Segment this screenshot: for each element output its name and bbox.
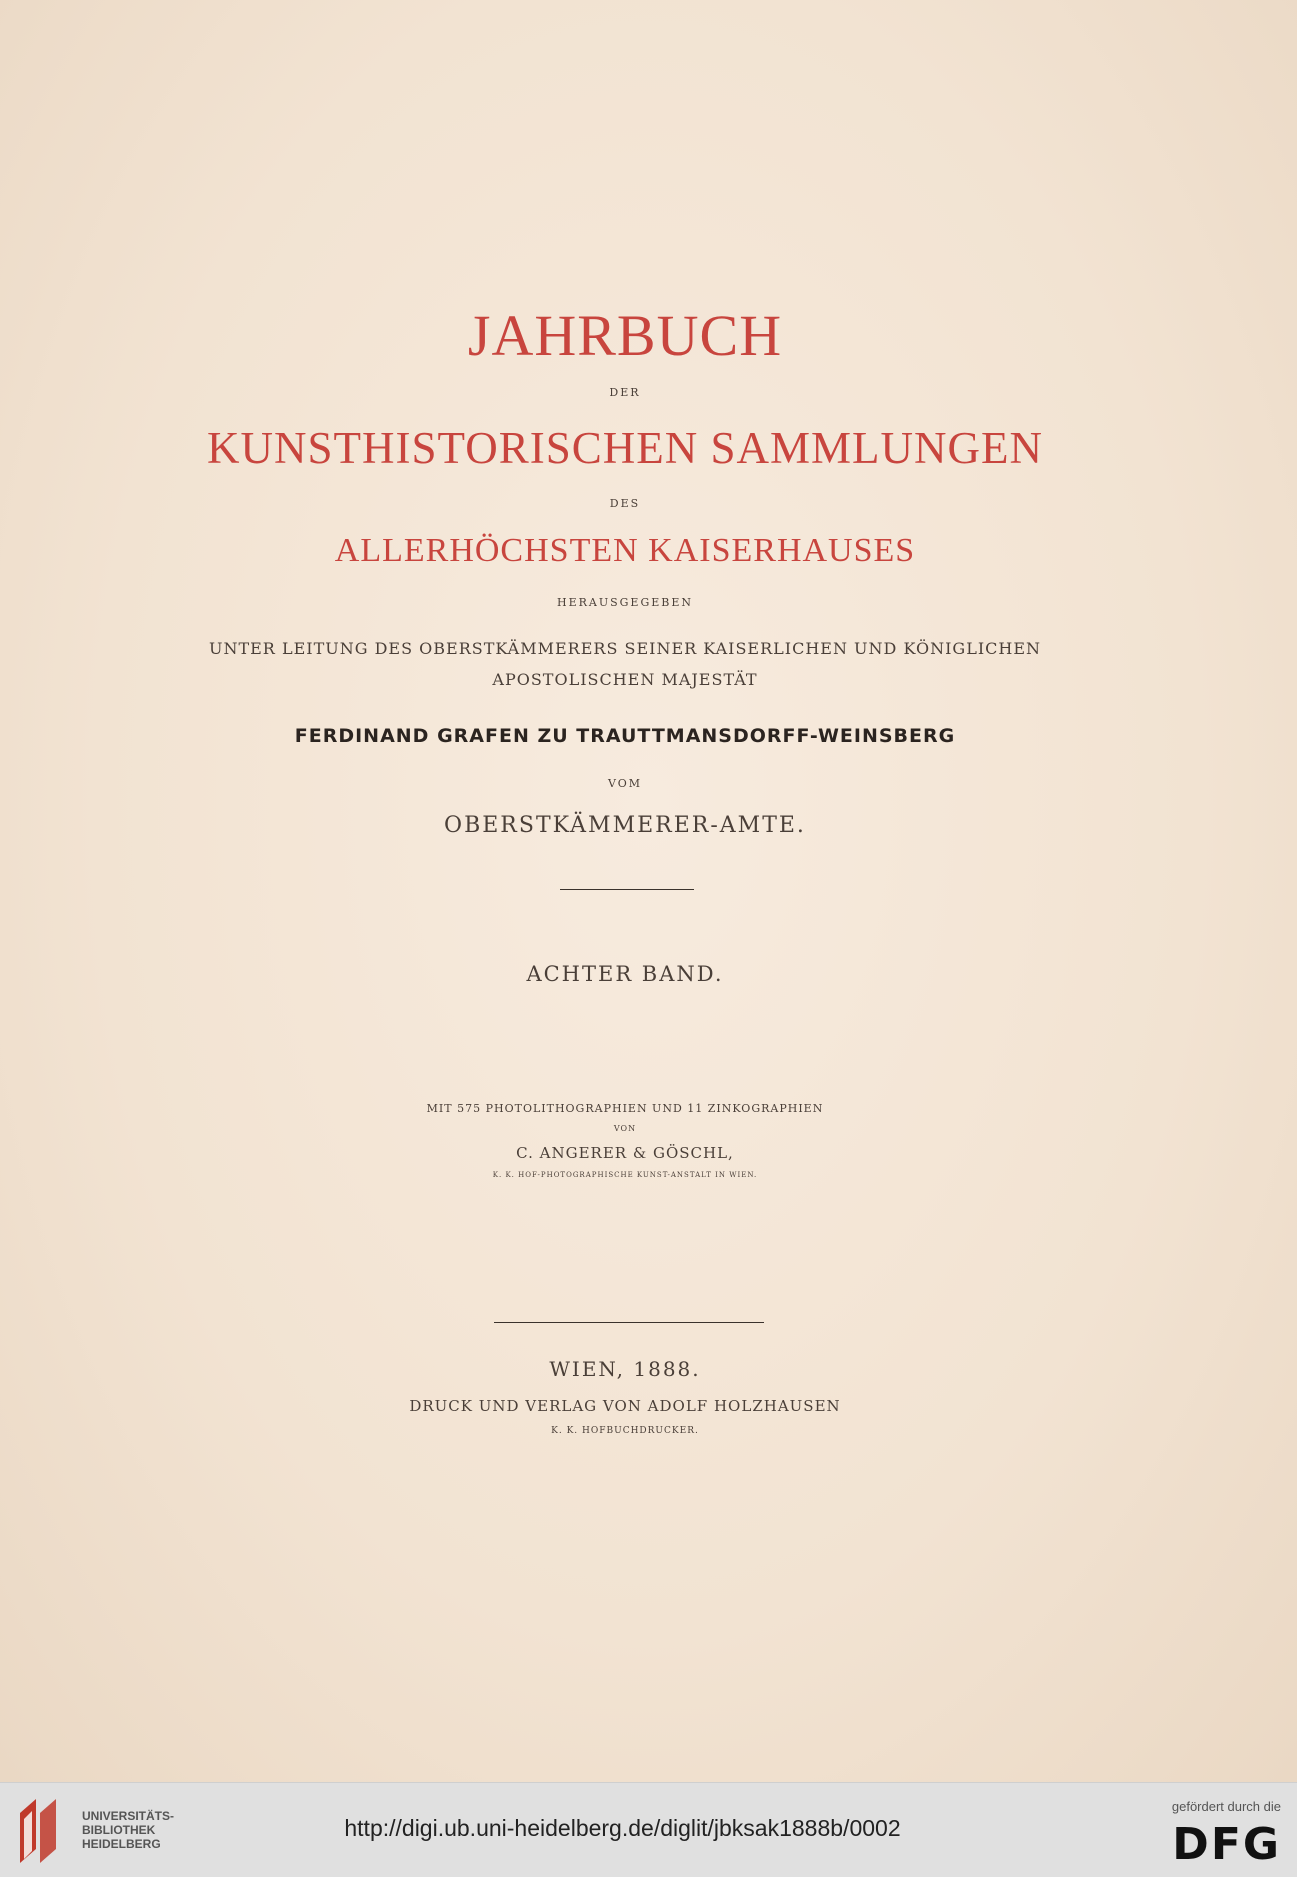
title-house: ALLERHÖCHSTEN KAISERHAUSES	[334, 532, 916, 569]
illustrations-line: MIT 575 PHOTOLITHOGRAPHIEN UND 11 ZINKOGRAPHIEN	[426, 1102, 824, 1115]
funding-label: gefördert durch die	[1171, 1799, 1281, 1814]
illustrations-von: VON	[613, 1124, 637, 1133]
editor-name: FERDINAND GRAFEN ZU TRAUTTMANSDORFF-WEINSBERG	[294, 725, 956, 747]
title-des: DES	[609, 497, 641, 510]
footer-bar	[0, 1782, 1297, 1877]
office-name: OBERSTKÄMMERER-AMTE.	[444, 813, 806, 838]
editorial-line-1: UNTER LEITUNG DES OBERSTKÄMMERERS SEINER KAISERLICHEN UND KÖNIGLICHEN	[208, 639, 1042, 658]
title-der: DER	[609, 386, 641, 399]
vom: VOM	[607, 777, 643, 790]
divider-rule-bottom	[494, 1322, 764, 1323]
library-name-line-1: UNIVERSITÄTS-	[82, 1809, 175, 1823]
library-name-line-3: HEIDELBERG	[82, 1837, 161, 1851]
library-name-line-2: BIBLIOTHEK	[82, 1823, 156, 1837]
firm-description: K. K. HOF-PHOTOGRAPHISCHE KUNST-ANSTALT IN WIEN.	[492, 1171, 758, 1179]
editorial-line-2: APOSTOLISCHEN MAJESTÄT	[492, 670, 758, 689]
publisher-description: K. K. HOFBUCHDRUCKER.	[551, 1426, 699, 1436]
title-jahrbuch: JAHRBUCH	[467, 303, 783, 368]
permalink-url[interactable]: http://digi.ub.uni-heidelberg.de/diglit/jbksak1888b/0002	[344, 1815, 901, 1841]
title-collections: KUNSTHISTORISCHEN SAMMLUNGEN	[207, 423, 1043, 473]
publisher: DRUCK UND VERLAG VON ADOLF HOLZHAUSEN	[409, 1397, 841, 1415]
divider-rule-top	[560, 889, 694, 890]
place-year: WIEN, 1888.	[549, 1357, 701, 1381]
firm-name: C. ANGERER & GÖSCHL,	[516, 1144, 734, 1162]
dfg-logo: DFG	[1172, 1819, 1281, 1870]
herausgegeben: HERAUSGEGEBEN	[556, 596, 694, 609]
volume-title: ACHTER BAND.	[526, 962, 724, 986]
